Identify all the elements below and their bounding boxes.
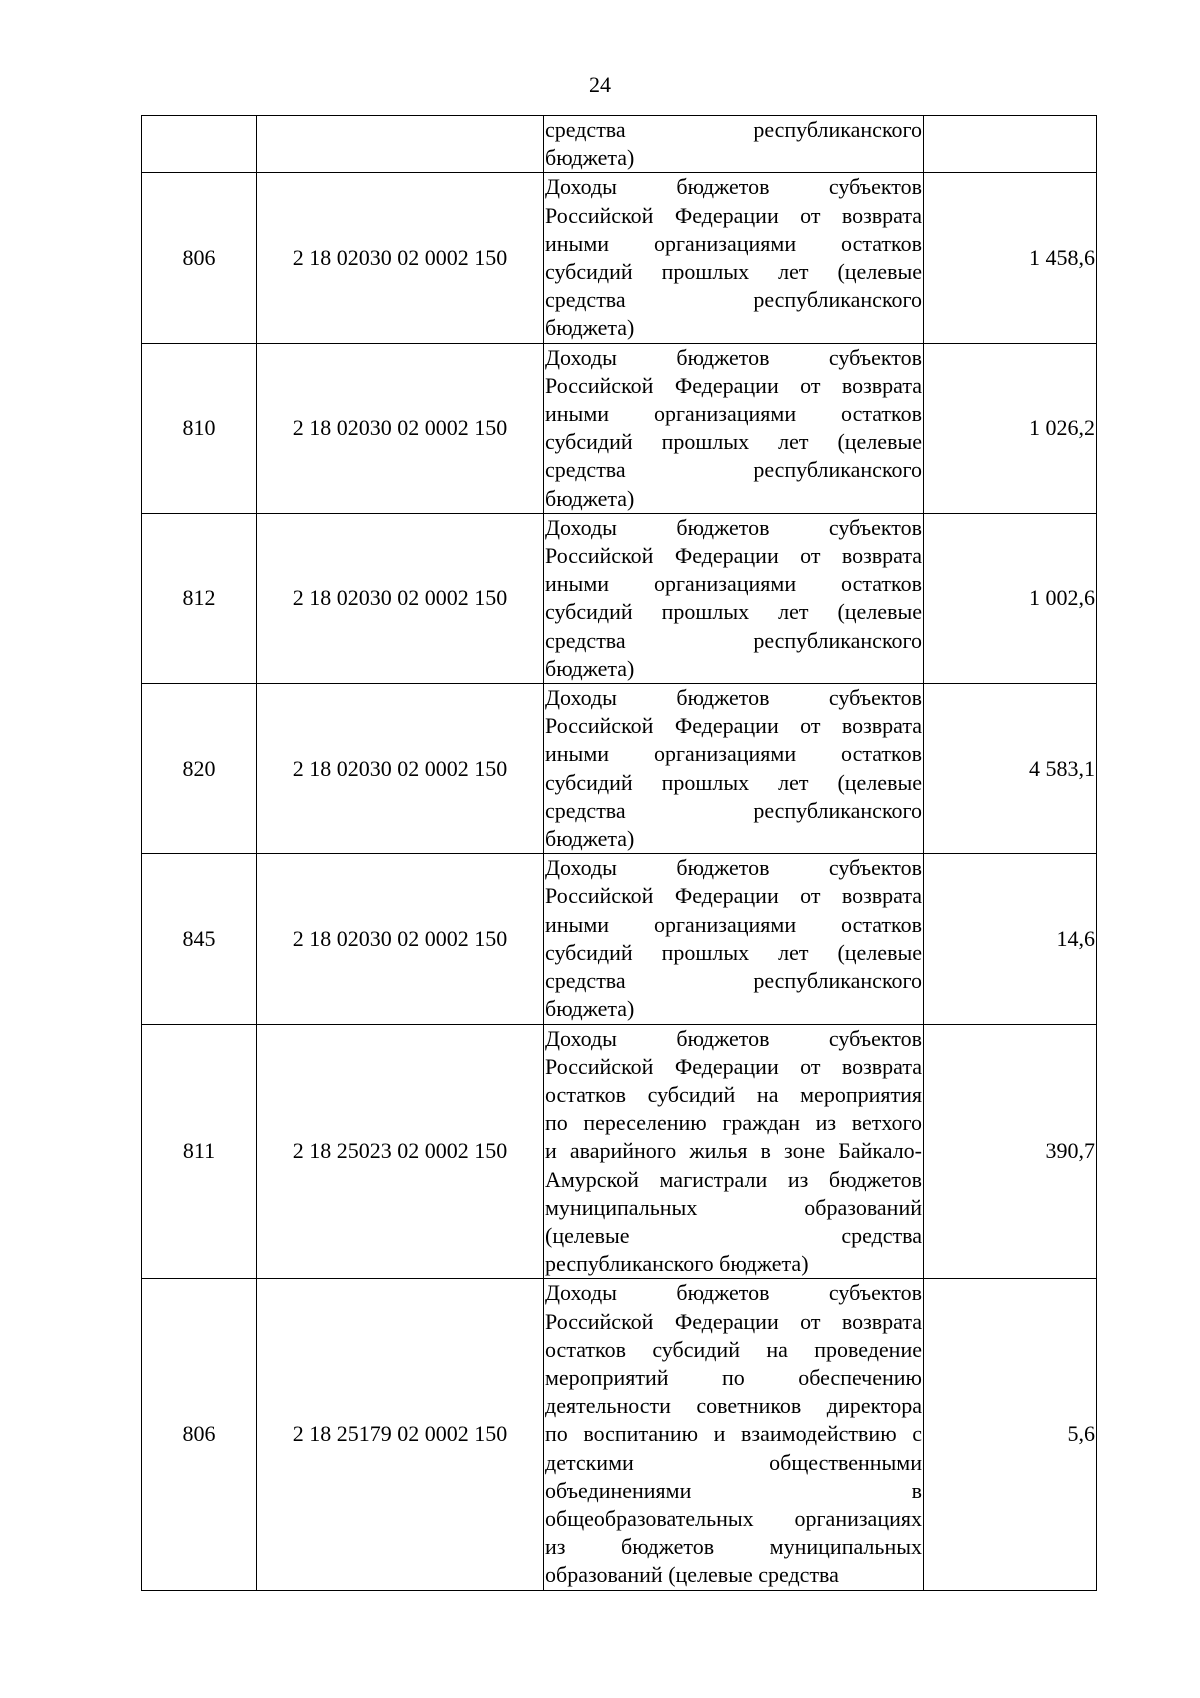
description-line: Доходы бюджетов субъектов xyxy=(545,514,922,540)
admin-code-cell xyxy=(142,116,257,173)
description-line: Доходы бюджетов субъектов xyxy=(545,344,922,370)
budget-classification-code-cell: 2 18 02030 02 0002 150 xyxy=(257,343,544,513)
description-line: Российской Федерации от возврата xyxy=(545,713,922,739)
description-line: средства республиканского xyxy=(545,797,922,823)
budget-classification-code-cell: 2 18 02030 02 0002 150 xyxy=(257,684,544,854)
description-line: Доходы бюджетов субъектов xyxy=(545,855,922,881)
description-line: Российской Федерации от возврата xyxy=(545,202,922,228)
amount-cell: 390,7 xyxy=(924,1024,1097,1279)
description-line: иными организациями остатков xyxy=(545,571,922,597)
description-line: Российской Федерации от возврата xyxy=(545,543,922,569)
table-row xyxy=(142,1279,1097,1590)
admin-code-cell: 806 xyxy=(142,1279,257,1590)
description-line: средства республиканского xyxy=(545,117,922,142)
description-line: остатков субсидий на мероприятия xyxy=(545,1081,922,1107)
table-body xyxy=(142,116,1097,1591)
description-line: бюджета) xyxy=(545,145,635,171)
budget-classification-code-cell xyxy=(257,116,544,173)
description-line: бюджета) xyxy=(545,826,635,852)
table-row xyxy=(142,116,1097,173)
description-line: бюджета) xyxy=(545,485,635,511)
amount-cell: 1 002,6 xyxy=(924,513,1097,683)
description-line: субсидий прошлых лет (целевые xyxy=(545,939,922,965)
admin-code-cell: 812 xyxy=(142,513,257,683)
description-line: по переселению граждан из ветхого xyxy=(545,1110,922,1136)
table-row xyxy=(142,513,1097,683)
admin-code-cell: 845 xyxy=(142,854,257,1024)
budget-classification-code-cell: 2 18 02030 02 0002 150 xyxy=(257,513,544,683)
description-line: субсидий прошлых лет (целевые xyxy=(545,259,922,285)
description-line: муниципальных образований xyxy=(545,1194,922,1220)
description-line: Доходы бюджетов субъектов xyxy=(545,1025,922,1051)
description-line: бюджета) xyxy=(545,315,635,341)
description-line: бюджета) xyxy=(545,655,635,681)
budget-classification-code-cell: 2 18 25023 02 0002 150 xyxy=(257,1024,544,1279)
description-line: по воспитанию и взаимодействию с xyxy=(545,1421,922,1447)
income-description-cell xyxy=(544,1024,924,1279)
budget-classification-code-cell: 2 18 02030 02 0002 150 xyxy=(257,854,544,1024)
amount-cell: 4 583,1 xyxy=(924,684,1097,854)
description-line: остатков субсидий на проведение xyxy=(545,1336,922,1362)
income-description-cell xyxy=(544,173,924,343)
amount-cell: 1 458,6 xyxy=(924,173,1097,343)
income-description-cell xyxy=(544,684,924,854)
description-line: иными организациями остатков xyxy=(545,230,922,256)
budget-classification-code-cell: 2 18 02030 02 0002 150 xyxy=(257,173,544,343)
budget-income-table xyxy=(141,115,1097,1591)
table-row xyxy=(142,173,1097,343)
description-line: иными организациями остатков xyxy=(545,911,922,937)
description-line: мероприятий по обеспечению xyxy=(545,1364,922,1390)
description-line: образований (целевые средства xyxy=(545,1562,839,1588)
description-line: иными организациями остатков xyxy=(545,401,922,427)
description-line: Доходы бюджетов субъектов xyxy=(545,1280,922,1306)
table-row xyxy=(142,1024,1097,1279)
description-line: Российской Федерации от возврата xyxy=(545,372,922,398)
income-description-cell xyxy=(544,854,924,1024)
amount-cell: 1 026,2 xyxy=(924,343,1097,513)
description-line: (целевые средства xyxy=(545,1222,922,1248)
admin-code-cell: 811 xyxy=(142,1024,257,1279)
table-row xyxy=(142,343,1097,513)
admin-code-cell: 820 xyxy=(142,684,257,854)
description-line: Российской Федерации от возврата xyxy=(545,1053,922,1079)
description-line: общеобразовательных организациях xyxy=(545,1505,922,1531)
description-line: из бюджетов муниципальных xyxy=(545,1534,922,1560)
income-description-cell xyxy=(544,513,924,683)
income-description-cell xyxy=(544,1279,924,1590)
description-line: республиканского бюджета) xyxy=(545,1251,809,1277)
description-line: и аварийного жилья в зоне Байкало- xyxy=(545,1138,922,1164)
description-line: Доходы бюджетов субъектов xyxy=(545,174,922,200)
table-row xyxy=(142,684,1097,854)
page-number: 24 xyxy=(589,72,611,97)
amount-cell: 14,6 xyxy=(924,854,1097,1024)
income-description-cell xyxy=(544,116,924,173)
description-line: объединениями в xyxy=(545,1477,922,1503)
admin-code-cell: 810 xyxy=(142,343,257,513)
admin-code-cell: 806 xyxy=(142,173,257,343)
budget-classification-code-cell: 2 18 25179 02 0002 150 xyxy=(257,1279,544,1590)
description-line: Российской Федерации от возврата xyxy=(545,1308,922,1334)
description-line: бюджета) xyxy=(545,996,635,1022)
description-line: средства республиканского xyxy=(545,627,922,653)
description-line: деятельности советников директора xyxy=(545,1393,922,1419)
description-line: Доходы бюджетов субъектов xyxy=(545,685,922,711)
amount-cell: 5,6 xyxy=(924,1279,1097,1590)
income-description-cell xyxy=(544,343,924,513)
description-line: средства республиканского xyxy=(545,287,922,313)
description-line: средства республиканского xyxy=(545,457,922,483)
description-line: Амурской магистрали из бюджетов xyxy=(545,1166,922,1192)
description-line: субсидий прошлых лет (целевые xyxy=(545,599,922,625)
description-line: иными организациями остатков xyxy=(545,741,922,767)
table-row xyxy=(142,854,1097,1024)
description-line: субсидий прошлых лет (целевые xyxy=(545,769,922,795)
description-line: детскими общественными xyxy=(545,1449,922,1475)
amount-cell xyxy=(924,116,1097,173)
description-line: средства республиканского xyxy=(545,968,922,994)
description-line: Российской Федерации от возврата xyxy=(545,883,922,909)
description-line: субсидий прошлых лет (целевые xyxy=(545,429,922,455)
